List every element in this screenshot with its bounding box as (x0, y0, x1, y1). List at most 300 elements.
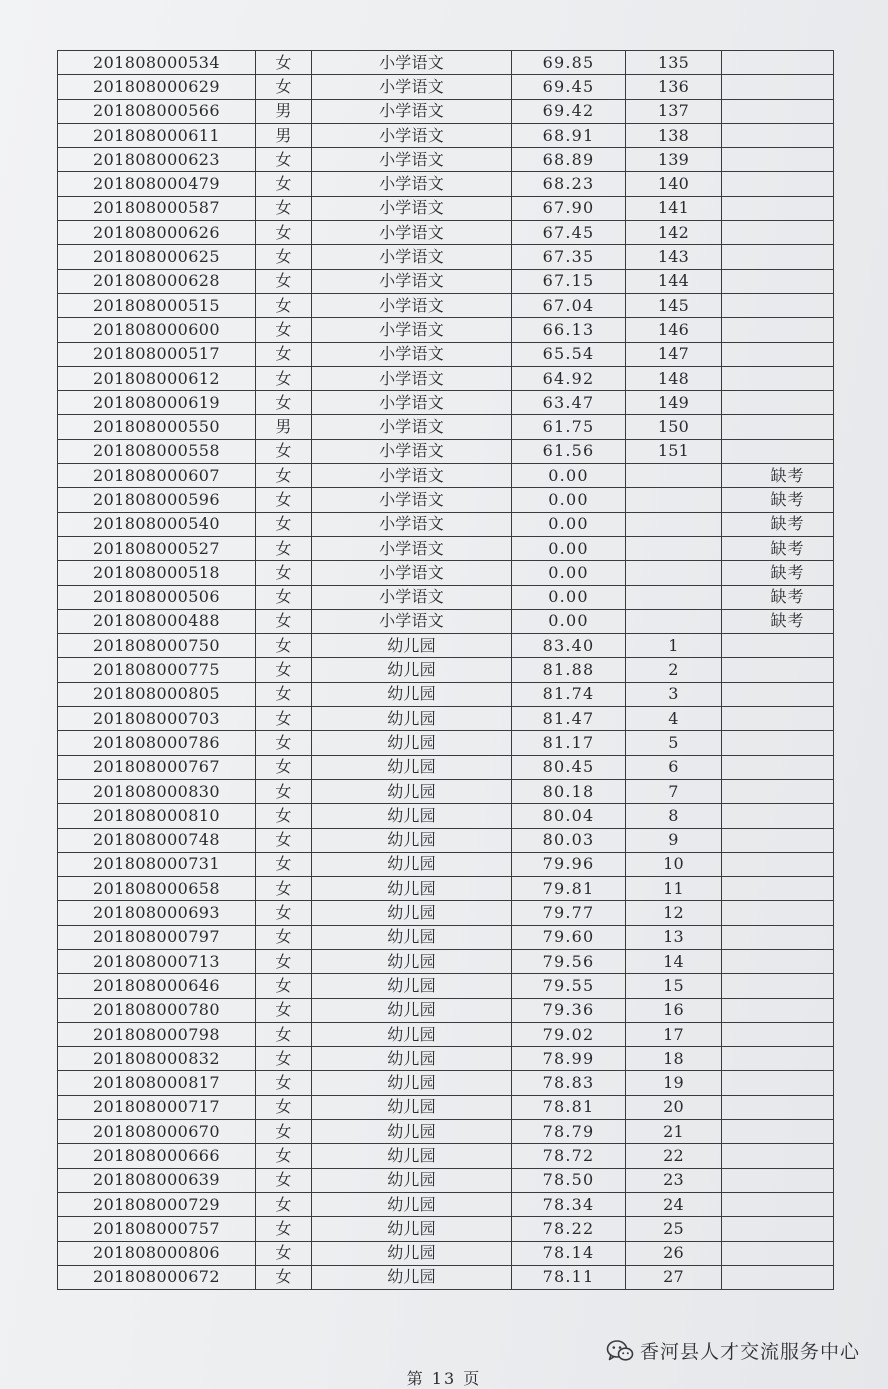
table-row (58, 707, 834, 731)
table-row (58, 342, 834, 366)
table-row (58, 512, 834, 536)
gender-cell: 女 (256, 561, 312, 585)
gender-cell: 女 (256, 852, 312, 876)
gender-cell: 女 (256, 1217, 312, 1241)
gender-cell: 女 (256, 877, 312, 901)
table-row (58, 609, 834, 633)
table-row (58, 172, 834, 196)
rank-cell: 24 (626, 1192, 722, 1216)
score-cell: 63.47 (512, 391, 626, 415)
rank-cell: 5 (626, 731, 722, 755)
subject-cell: 小学语文 (312, 172, 512, 196)
gender-cell: 女 (256, 731, 312, 755)
subject-cell: 小学语文 (312, 609, 512, 633)
candidate-id-cell: 201808000518 (58, 561, 256, 585)
candidate-id-cell: 201808000639 (58, 1168, 256, 1192)
subject-cell: 小学语文 (312, 536, 512, 560)
score-cell: 80.18 (512, 779, 626, 803)
subject-cell: 小学语文 (312, 415, 512, 439)
score-cell: 81.47 (512, 707, 626, 731)
note-cell (722, 974, 834, 998)
gender-cell: 女 (256, 974, 312, 998)
candidate-id-cell: 201808000550 (58, 415, 256, 439)
table-row (58, 123, 834, 147)
note-cell (722, 51, 834, 75)
subject-cell: 幼儿园 (312, 998, 512, 1022)
score-cell: 78.11 (512, 1265, 626, 1289)
note-cell (722, 148, 834, 172)
table-row (58, 658, 834, 682)
subject-cell: 幼儿园 (312, 634, 512, 658)
watermark-text: 香河县人才交流服务中心 (639, 1341, 860, 1363)
gender-cell: 女 (256, 1022, 312, 1046)
score-cell: 68.91 (512, 123, 626, 147)
table-row (58, 1047, 834, 1071)
subject-cell: 幼儿园 (312, 1095, 512, 1119)
subject-cell: 幼儿园 (312, 682, 512, 706)
score-cell: 79.60 (512, 925, 626, 949)
gender-cell: 女 (256, 536, 312, 560)
note-cell: 缺考 (722, 536, 834, 560)
rank-cell: 21 (626, 1120, 722, 1144)
score-cell: 81.74 (512, 682, 626, 706)
gender-cell: 女 (256, 682, 312, 706)
rank-cell (626, 585, 722, 609)
subject-cell: 小学语文 (312, 366, 512, 390)
rank-cell: 135 (626, 51, 722, 75)
rank-cell: 18 (626, 1047, 722, 1071)
candidate-id-cell: 201808000534 (58, 51, 256, 75)
score-cell: 79.96 (512, 852, 626, 876)
score-cell: 79.36 (512, 998, 626, 1022)
rank-cell: 25 (626, 1217, 722, 1241)
subject-cell: 幼儿园 (312, 901, 512, 925)
gender-cell: 女 (256, 1095, 312, 1119)
candidate-id-cell: 201808000832 (58, 1047, 256, 1071)
score-cell: 78.99 (512, 1047, 626, 1071)
score-cell: 80.04 (512, 804, 626, 828)
gender-cell: 女 (256, 1071, 312, 1095)
gender-cell: 女 (256, 172, 312, 196)
table-row (58, 561, 834, 585)
gender-cell: 女 (256, 439, 312, 463)
table-row (58, 1095, 834, 1119)
rank-cell: 149 (626, 391, 722, 415)
rank-cell: 16 (626, 998, 722, 1022)
score-cell: 79.77 (512, 901, 626, 925)
table-row (58, 51, 834, 75)
score-cell: 78.34 (512, 1192, 626, 1216)
rank-cell: 151 (626, 439, 722, 463)
score-cell: 67.15 (512, 269, 626, 293)
score-cell: 0.00 (512, 585, 626, 609)
note-cell (722, 998, 834, 1022)
rank-cell: 26 (626, 1241, 722, 1265)
table-row (58, 852, 834, 876)
note-cell (722, 221, 834, 245)
gender-cell: 女 (256, 1192, 312, 1216)
candidate-id-cell: 201808000805 (58, 682, 256, 706)
subject-cell: 小学语文 (312, 51, 512, 75)
note-cell (722, 1265, 834, 1289)
rank-cell: 27 (626, 1265, 722, 1289)
subject-cell: 小学语文 (312, 342, 512, 366)
candidate-id-cell: 201808000540 (58, 512, 256, 536)
note-cell (722, 245, 834, 269)
gender-cell: 女 (256, 269, 312, 293)
candidate-id-cell: 201808000703 (58, 707, 256, 731)
rank-cell: 7 (626, 779, 722, 803)
gender-cell: 女 (256, 51, 312, 75)
table-row (58, 415, 834, 439)
note-cell (722, 1168, 834, 1192)
score-table (57, 50, 834, 1290)
note-cell (722, 1095, 834, 1119)
note-cell: 缺考 (722, 464, 834, 488)
rank-cell: 137 (626, 99, 722, 123)
rank-cell: 12 (626, 901, 722, 925)
rank-cell (626, 512, 722, 536)
rank-cell: 136 (626, 75, 722, 99)
gender-cell: 男 (256, 123, 312, 147)
score-cell: 78.81 (512, 1095, 626, 1119)
gender-cell: 女 (256, 949, 312, 973)
subject-cell: 幼儿园 (312, 731, 512, 755)
score-cell: 83.40 (512, 634, 626, 658)
gender-cell: 女 (256, 196, 312, 220)
note-cell (722, 415, 834, 439)
table-row (58, 1265, 834, 1289)
gender-cell: 女 (256, 779, 312, 803)
gender-cell: 女 (256, 1047, 312, 1071)
gender-cell: 女 (256, 464, 312, 488)
gender-cell: 女 (256, 707, 312, 731)
candidate-id-cell: 201808000625 (58, 245, 256, 269)
note-cell (722, 342, 834, 366)
candidate-id-cell: 201808000488 (58, 609, 256, 633)
note-cell (722, 123, 834, 147)
gender-cell: 女 (256, 1120, 312, 1144)
gender-cell: 女 (256, 658, 312, 682)
score-table-body (58, 51, 834, 1290)
candidate-id-cell: 201808000757 (58, 1217, 256, 1241)
rank-cell: 15 (626, 974, 722, 998)
rank-cell: 143 (626, 245, 722, 269)
subject-cell: 幼儿园 (312, 1168, 512, 1192)
rank-cell: 17 (626, 1022, 722, 1046)
subject-cell: 小学语文 (312, 221, 512, 245)
candidate-id-cell: 201808000600 (58, 318, 256, 342)
note-cell (722, 755, 834, 779)
candidate-id-cell: 201808000646 (58, 974, 256, 998)
subject-cell: 小学语文 (312, 585, 512, 609)
subject-cell: 幼儿园 (312, 1022, 512, 1046)
score-cell: 80.03 (512, 828, 626, 852)
gender-cell: 女 (256, 293, 312, 317)
score-cell: 67.35 (512, 245, 626, 269)
candidate-id-cell: 201808000693 (58, 901, 256, 925)
table-row (58, 1144, 834, 1168)
note-cell (722, 1241, 834, 1265)
note-cell (722, 1217, 834, 1241)
score-cell: 69.42 (512, 99, 626, 123)
gender-cell: 男 (256, 99, 312, 123)
gender-cell: 女 (256, 245, 312, 269)
candidate-id-cell: 201808000515 (58, 293, 256, 317)
subject-cell: 幼儿园 (312, 1265, 512, 1289)
candidate-id-cell: 201808000596 (58, 488, 256, 512)
subject-cell: 小学语文 (312, 148, 512, 172)
note-cell (722, 293, 834, 317)
subject-cell: 小学语文 (312, 269, 512, 293)
score-cell: 65.54 (512, 342, 626, 366)
candidate-id-cell: 201808000731 (58, 852, 256, 876)
note-cell (722, 1192, 834, 1216)
subject-cell: 幼儿园 (312, 828, 512, 852)
rank-cell: 1 (626, 634, 722, 658)
note-cell (722, 439, 834, 463)
rank-cell: 20 (626, 1095, 722, 1119)
subject-cell: 幼儿园 (312, 1071, 512, 1095)
subject-cell: 小学语文 (312, 196, 512, 220)
candidate-id-cell: 201808000658 (58, 877, 256, 901)
score-cell: 61.75 (512, 415, 626, 439)
rank-cell: 148 (626, 366, 722, 390)
candidate-id-cell: 201808000670 (58, 1120, 256, 1144)
note-cell: 缺考 (722, 585, 834, 609)
subject-cell: 小学语文 (312, 391, 512, 415)
table-row (58, 998, 834, 1022)
score-cell: 0.00 (512, 464, 626, 488)
table-row (58, 196, 834, 220)
table-row (58, 391, 834, 415)
score-cell: 79.55 (512, 974, 626, 998)
table-row (58, 634, 834, 658)
table-row (58, 1217, 834, 1241)
gender-cell: 女 (256, 318, 312, 342)
note-cell (722, 658, 834, 682)
rank-cell: 6 (626, 755, 722, 779)
candidate-id-cell: 201808000587 (58, 196, 256, 220)
note-cell (722, 391, 834, 415)
rank-cell: 11 (626, 877, 722, 901)
gender-cell: 女 (256, 342, 312, 366)
score-cell: 81.17 (512, 731, 626, 755)
note-cell: 缺考 (722, 512, 834, 536)
score-cell: 80.45 (512, 755, 626, 779)
subject-cell: 小学语文 (312, 99, 512, 123)
note-cell (722, 196, 834, 220)
subject-cell: 幼儿园 (312, 658, 512, 682)
note-cell (722, 707, 834, 731)
gender-cell: 女 (256, 828, 312, 852)
rank-cell: 8 (626, 804, 722, 828)
note-cell (722, 901, 834, 925)
note-cell (722, 682, 834, 706)
candidate-id-cell: 201808000729 (58, 1192, 256, 1216)
gender-cell: 女 (256, 1168, 312, 1192)
gender-cell: 女 (256, 391, 312, 415)
note-cell (722, 804, 834, 828)
table-row (58, 245, 834, 269)
rank-cell: 140 (626, 172, 722, 196)
score-cell: 69.45 (512, 75, 626, 99)
score-cell: 0.00 (512, 609, 626, 633)
score-cell: 66.13 (512, 318, 626, 342)
note-cell (722, 828, 834, 852)
score-cell: 0.00 (512, 536, 626, 560)
candidate-id-cell: 201808000767 (58, 755, 256, 779)
score-cell: 68.89 (512, 148, 626, 172)
candidate-id-cell: 201808000750 (58, 634, 256, 658)
gender-cell: 女 (256, 998, 312, 1022)
candidate-id-cell: 201808000479 (58, 172, 256, 196)
gender-cell: 女 (256, 512, 312, 536)
table-row (58, 682, 834, 706)
candidate-id-cell: 201808000806 (58, 1241, 256, 1265)
gender-cell: 女 (256, 148, 312, 172)
gender-cell: 女 (256, 755, 312, 779)
table-row (58, 269, 834, 293)
subject-cell: 幼儿园 (312, 1120, 512, 1144)
gender-cell: 女 (256, 75, 312, 99)
rank-cell: 19 (626, 1071, 722, 1095)
subject-cell: 小学语文 (312, 488, 512, 512)
note-cell (722, 1071, 834, 1095)
rank-cell: 138 (626, 123, 722, 147)
note-cell: 缺考 (722, 488, 834, 512)
rank-cell (626, 536, 722, 560)
gender-cell: 女 (256, 221, 312, 245)
table-row (58, 1241, 834, 1265)
score-cell: 78.79 (512, 1120, 626, 1144)
subject-cell: 幼儿园 (312, 707, 512, 731)
subject-cell: 幼儿园 (312, 1241, 512, 1265)
rank-cell (626, 464, 722, 488)
rank-cell: 4 (626, 707, 722, 731)
subject-cell: 小学语文 (312, 318, 512, 342)
table-row (58, 828, 834, 852)
subject-cell: 小学语文 (312, 245, 512, 269)
gender-cell: 女 (256, 901, 312, 925)
score-cell: 69.85 (512, 51, 626, 75)
score-cell: 68.23 (512, 172, 626, 196)
candidate-id-cell: 201808000775 (58, 658, 256, 682)
candidate-id-cell: 201808000527 (58, 536, 256, 560)
candidate-id-cell: 201808000786 (58, 731, 256, 755)
score-cell: 67.90 (512, 196, 626, 220)
table-row (58, 1192, 834, 1216)
score-cell: 0.00 (512, 561, 626, 585)
candidate-id-cell: 201808000798 (58, 1022, 256, 1046)
note-cell (722, 366, 834, 390)
candidate-id-cell: 201808000626 (58, 221, 256, 245)
note-cell (722, 1120, 834, 1144)
subject-cell: 幼儿园 (312, 1217, 512, 1241)
rank-cell: 150 (626, 415, 722, 439)
rank-cell: 141 (626, 196, 722, 220)
note-cell (722, 99, 834, 123)
table-row (58, 755, 834, 779)
gender-cell: 女 (256, 609, 312, 633)
subject-cell: 幼儿园 (312, 1192, 512, 1216)
table-row (58, 1168, 834, 1192)
rank-cell: 146 (626, 318, 722, 342)
note-cell (722, 172, 834, 196)
candidate-id-cell: 201808000558 (58, 439, 256, 463)
subject-cell: 幼儿园 (312, 755, 512, 779)
table-row (58, 439, 834, 463)
score-cell: 61.56 (512, 439, 626, 463)
rank-cell: 10 (626, 852, 722, 876)
candidate-id-cell: 201808000506 (58, 585, 256, 609)
gender-cell: 女 (256, 634, 312, 658)
table-row (58, 877, 834, 901)
note-cell (722, 1144, 834, 1168)
table-row (58, 318, 834, 342)
rank-cell (626, 488, 722, 512)
subject-cell: 小学语文 (312, 561, 512, 585)
rank-cell: 14 (626, 949, 722, 973)
table-row (58, 221, 834, 245)
candidate-id-cell: 201808000672 (58, 1265, 256, 1289)
table-row (58, 949, 834, 973)
watermark (606, 1337, 860, 1364)
candidate-id-cell: 201808000717 (58, 1095, 256, 1119)
table-row (58, 585, 834, 609)
rank-cell: 144 (626, 269, 722, 293)
page-number: 第 13 页 (406, 1369, 482, 1388)
candidate-id-cell: 201808000619 (58, 391, 256, 415)
rank-cell: 9 (626, 828, 722, 852)
score-cell: 78.50 (512, 1168, 626, 1192)
note-cell (722, 75, 834, 99)
candidate-id-cell: 201808000623 (58, 148, 256, 172)
score-cell: 81.88 (512, 658, 626, 682)
rank-cell: 147 (626, 342, 722, 366)
candidate-id-cell: 201808000566 (58, 99, 256, 123)
score-cell: 78.72 (512, 1144, 626, 1168)
score-cell: 78.14 (512, 1241, 626, 1265)
table-row (58, 974, 834, 998)
candidate-id-cell: 201808000629 (58, 75, 256, 99)
table-row (58, 293, 834, 317)
candidate-id-cell: 201808000607 (58, 464, 256, 488)
rank-cell: 139 (626, 148, 722, 172)
score-cell: 67.04 (512, 293, 626, 317)
candidate-id-cell: 201808000517 (58, 342, 256, 366)
subject-cell: 幼儿园 (312, 974, 512, 998)
subject-cell: 小学语文 (312, 464, 512, 488)
note-cell (722, 1022, 834, 1046)
candidate-id-cell: 201808000713 (58, 949, 256, 973)
table-row (58, 731, 834, 755)
subject-cell: 幼儿园 (312, 804, 512, 828)
candidate-id-cell: 201808000666 (58, 1144, 256, 1168)
rank-cell: 142 (626, 221, 722, 245)
rank-cell: 13 (626, 925, 722, 949)
candidate-id-cell: 201808000611 (58, 123, 256, 147)
score-cell: 0.00 (512, 512, 626, 536)
score-cell: 79.02 (512, 1022, 626, 1046)
subject-cell: 幼儿园 (312, 779, 512, 803)
note-cell (722, 877, 834, 901)
wechat-icon (606, 1339, 634, 1363)
candidate-id-cell: 201808000830 (58, 779, 256, 803)
note-cell (722, 852, 834, 876)
rank-cell: 145 (626, 293, 722, 317)
subject-cell: 小学语文 (312, 75, 512, 99)
